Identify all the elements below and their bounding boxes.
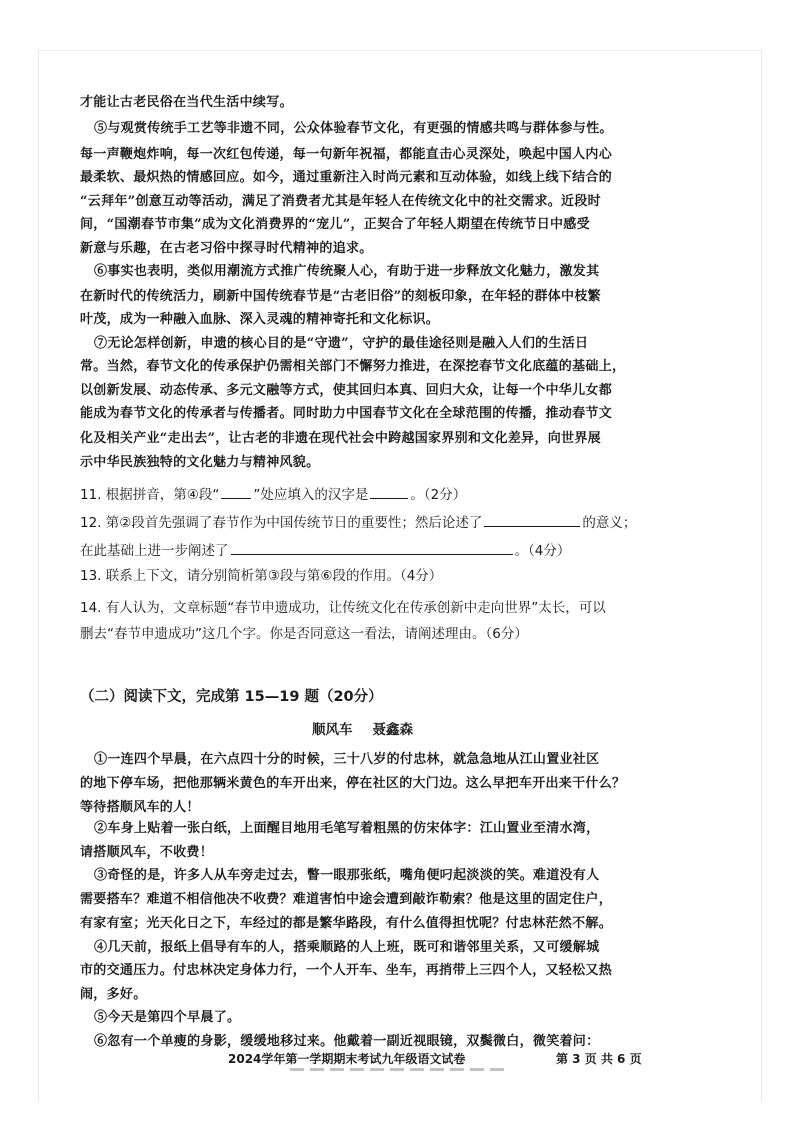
q11-blank-2 [370,484,408,499]
q12-text-b: 的意义； [582,515,637,531]
article-title-text: 顺风车 [312,722,353,738]
question-12-line-2 [80,540,570,561]
passage-top-line: 叶茂，成为一种融入血脉、深入灵魂的精神寄托和文化标识。 [80,312,440,327]
passage-bottom-line: 请搭顺风车，不收费！ [80,845,214,860]
passage-top-line: 最柔软、最炽热的情感回应。如今，通过重新注入时尚元素和互动体验，如线上线下结合的 [80,170,613,185]
q14-text-2: 删去“春节申遗成功”这几个字。你是否同意这一看法，请阐述理由。（6分） [80,626,528,642]
passage-bottom-line: 有家有室；光天化日之下，车经过的都是繁华路段，有什么值得担忧呢？付忠林茫然不解。 [80,916,613,931]
passage-top-line: 常。当然，春节文化的传承保护仍需相关部门不懈努力推进，在深挖春节文化底蕴的基础上， [80,359,626,374]
q11-text-a: 11. 根据拼音，第④段“ [80,487,220,503]
passage-top-line: 在新时代的传统活力，刷新中国传统春节是“古老旧俗”的刻板印象，在年轻的群体中枝繁 [80,289,601,304]
passage-bottom-line: 市的交通压力。付忠林决定身体力行，一个人开车、坐车，再捎带上三四个人，又轻松又热 [80,963,613,978]
passage-top-line: 以创新发展、动态传承、多元文融等方式，使其回归本真、回归大众，让每一个中华儿女都 [80,383,613,398]
passage-bottom-line: ①一连四个早晨，在六点四十分的时候，三十八岁的付忠林，就急急地从江山置业社区 [94,752,600,767]
passage-top-line: ⑥事实也表明，类似用潮流方式推广传统聚人心，有助于进一步释放文化魅力，激发其 [94,264,600,279]
q12-text-c: 在此基础上进一步阐述了 [80,543,229,559]
footer-scan-artifact [290,1068,510,1071]
passage-top-line: ⑦无论怎样创新，申遗的核心目的是“守遗”，守护的最佳途径则是融入人们的生活日 [94,336,589,351]
article-author: 聂鑫森 [372,722,413,738]
question-12-line-1 [80,512,636,533]
passage-bottom-line: 闹，多好。 [80,987,147,1002]
question-14-line-1 [80,598,606,618]
q12-blank-1 [484,512,580,527]
passage-bottom-line: ②车身上贴着一张白纸，上面醒目地用毛笔写着粗黑的仿宋体字：江山置业至清水湾， [94,821,600,836]
passage-bottom-line: ⑤今天是第四个早晨了。 [94,1010,241,1025]
passage-top-line: 示中华民族独特的文化魅力与精神风貌。 [80,455,320,470]
q11-text-c: 。（2分） [410,487,467,503]
passage-top-line: 才能让古老民俗在当代生活中续写。 [80,95,293,110]
passage-bottom-line: ⑥忽有一个单瘦的身影，缓缓地移过来。他戴着一副近视眼镜，双鬓微白，微笑着问： [94,1034,600,1049]
q12-blank-2 [231,540,513,555]
question-13 [80,566,442,586]
passage-top-line: 间，“国潮春节市集”成为文化消费界的“宠儿”，正契合了年轻人期望在传统节日中感受 [80,217,590,232]
section-2-heading: （二）阅读下文，完成第 15—19 题（20分） [80,689,383,705]
passage-top-line: 化及相关产业“走出去”，让古老的非遗在现代社会中跨越国家界别和文化差异，向世界展 [80,431,601,446]
question-14-line-2 [80,624,528,644]
q13-text: 13. 联系上下文，请分别简析第③段与第⑥段的作用。（4分） [80,568,443,584]
passage-bottom-line: 等待搭顺风车的人！ [80,800,200,815]
footer-exam-title: 2024学年第一学期期末考试九年级语文试卷 [228,1052,466,1066]
passage-bottom-line: ③奇怪的是，许多人从车旁走过去，瞥一眼那张纸，嘴角便叼起淡淡的笑。难道没有人 [94,868,600,883]
passage-bottom-line: ④几天前，报纸上倡导有车的人，搭乘顺路的人上班，既可和谐邻里关系，又可缓解城 [94,940,600,955]
article-title [312,718,413,738]
q12-text-d: 。（4分） [514,543,571,559]
passage-top-line: 每一声鞭炮炸响，每一次红包传递，每一句新年祝福，都能直击心灵深处，唤起中国人内心 [80,147,613,162]
question-11 [80,484,466,505]
q14-text-1: 14. 有人认为，文章标题“春节申遗成功，让传统文化在传承创新中走向世界”太长，可以 [80,600,606,616]
passage-top-line: 新意与乐趣，在古老习俗中探寻时代精神的追求。 [80,241,373,256]
q12-text-a: 12. 第②段首先强调了春节作为中国传统节日的重要性；然后论述了 [80,515,483,531]
q11-blank-1 [221,484,251,499]
passage-bottom-line: 需要搭车？难道不相信他决不收费？难道害怕中途会遭到敲诈勒索？他是这里的固定住户， [80,892,613,907]
passage-top-line: 能成为春节文化的传承者与传播者。同时助力中国春节文化在全球范围的传播，推动春节文 [80,406,613,421]
q11-text-b: ”处应填入的汉字是 [253,487,369,503]
passage-bottom-line: 的地下停车场，把他那辆米黄色的车开出来，停在社区的大门边。这么早把车开出来干什么？ [80,776,626,791]
passage-top-line: “云拜年”创意互动等活动，满足了消费者尤其是年轻人在传统文化中的社交需求。近段时 [80,194,601,209]
passage-top-line: ⑤与观赏传统手工艺等非遗不同，公众体验春节文化，有更强的情感共鸣与群体参与性。 [94,121,613,136]
footer-page-number: 第 3 页 共 6 页 [556,1052,642,1066]
